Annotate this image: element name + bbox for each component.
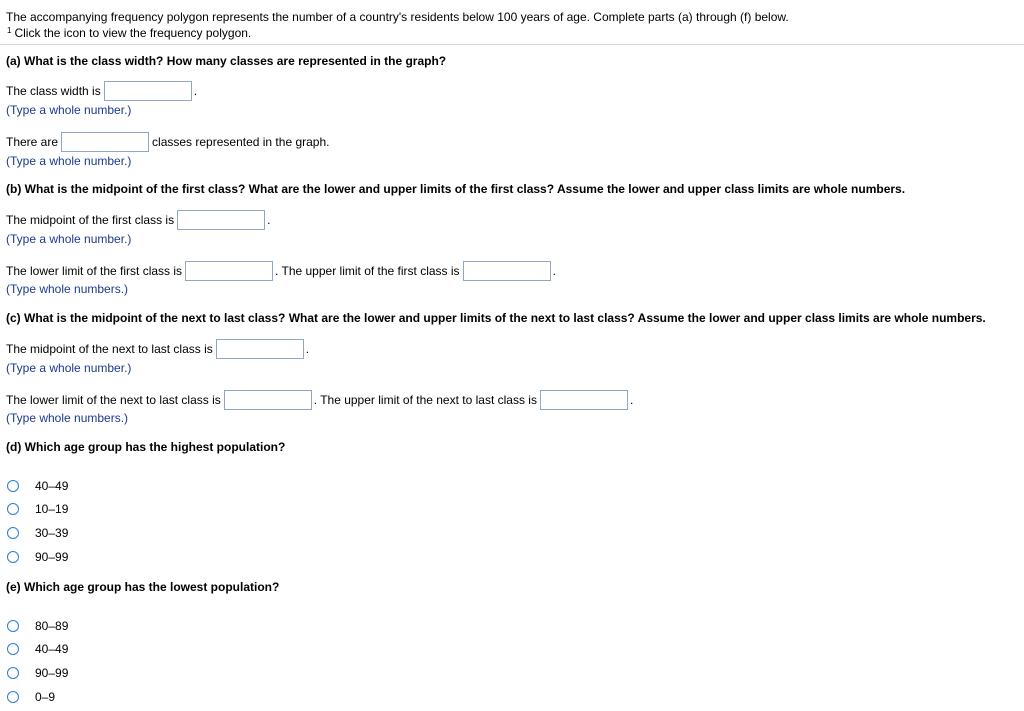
part-a-question: (a) What is the class width? How many classes are represented in the graph? <box>6 54 447 68</box>
part-c-q1-prefix: The midpoint of the next to last class is <box>6 342 213 356</box>
radio-button[interactable] <box>7 643 19 655</box>
option-label: 40–49 <box>35 642 69 656</box>
part-b-q2-middle: . The upper limit of the first class is <box>275 264 460 278</box>
option-label: 0–9 <box>35 690 56 704</box>
intro-line1: The accompanying frequency polygon represents the number of a country's residents below 100 years of age. Complete parts (a) through (f) below. <box>6 10 789 24</box>
part-b-q1-hint: (Type a whole number.) <box>6 232 132 246</box>
part-a-q1-suffix: . <box>193 84 198 98</box>
part-e-option[interactable] <box>7 619 68 633</box>
part-e-option[interactable] <box>7 666 68 680</box>
part-b-q2 <box>6 261 556 281</box>
part-b-q1 <box>6 210 270 230</box>
part-d-option[interactable] <box>7 502 68 516</box>
part-c-q2-middle: . The upper limit of the next to last class is <box>313 393 537 407</box>
part-b-q2-suffix: . <box>552 264 556 278</box>
option-label: 90–99 <box>35 666 69 680</box>
radio-button[interactable] <box>7 480 19 492</box>
radio-button[interactable] <box>7 667 19 679</box>
divider <box>0 44 1024 45</box>
part-d-option[interactable] <box>7 479 68 493</box>
intro <box>6 9 789 41</box>
intro-line2[interactable] <box>6 25 789 41</box>
intro-line2-text: Click the icon to view the frequency polygon. <box>14 26 252 40</box>
part-a-q1 <box>6 81 197 101</box>
radio-button[interactable] <box>7 527 19 539</box>
part-a-q2-prefix: There are <box>6 135 59 149</box>
next-last-lower-input[interactable] <box>224 390 312 410</box>
option-label: 30–39 <box>35 526 69 540</box>
option-label: 90–99 <box>35 550 69 564</box>
part-d-question: (d) Which age group has the highest population? <box>6 440 286 454</box>
footnote-icon[interactable]: 1 <box>7 26 12 35</box>
option-label: 10–19 <box>35 502 69 516</box>
part-e-question: (e) Which age group has the lowest population? <box>6 580 280 594</box>
part-c-question: (c) What is the midpoint of the next to last class? What are the lower and upper limits of the next to last class? Assume the lower and upper class limits are whole numbers. <box>6 311 986 325</box>
radio-button[interactable] <box>7 551 19 563</box>
part-a-q2-hint: (Type a whole number.) <box>6 154 132 168</box>
part-b-q2-hint: (Type whole numbers.) <box>6 282 129 296</box>
part-a-q1-prefix: The class width is <box>6 84 101 98</box>
part-a-q1-hint: (Type a whole number.) <box>6 103 132 117</box>
first-class-lower-input[interactable] <box>185 261 273 281</box>
radio-button[interactable] <box>7 503 19 515</box>
radio-button[interactable] <box>7 620 19 632</box>
part-a-q2 <box>6 132 329 152</box>
part-d-option[interactable] <box>7 550 68 564</box>
part-b-question: (b) What is the midpoint of the first class? What are the lower and upper limits of the first class? Assume the lower and upper class limits are whole numbers. <box>6 182 906 196</box>
part-c-q2-suffix: . <box>629 393 634 407</box>
first-class-midpoint-input[interactable] <box>177 210 265 230</box>
part-c-q2-prefix: The lower limit of the next to last class is <box>6 393 221 407</box>
part-c-q1 <box>6 339 309 359</box>
part-a-q2-suffix: classes represented in the graph. <box>152 135 330 149</box>
next-last-upper-input[interactable] <box>540 390 628 410</box>
part-e-option[interactable] <box>7 690 55 704</box>
part-b-q1-suffix: . <box>267 213 271 227</box>
option-label: 80–89 <box>35 619 69 633</box>
part-b-q1-prefix: The midpoint of the first class is <box>6 213 175 227</box>
part-b-q2-prefix: The lower limit of the first class is <box>6 264 183 278</box>
part-e-option[interactable] <box>7 642 68 656</box>
radio-button[interactable] <box>7 691 19 703</box>
next-last-midpoint-input[interactable] <box>216 339 304 359</box>
num-classes-input[interactable] <box>61 132 149 152</box>
first-class-upper-input[interactable] <box>463 261 551 281</box>
part-d-option[interactable] <box>7 526 68 540</box>
part-c-q1-hint: (Type a whole number.) <box>6 361 132 375</box>
part-c-q1-suffix: . <box>305 342 310 356</box>
part-c-q2-hint: (Type whole numbers.) <box>6 411 129 425</box>
option-label: 40–49 <box>35 479 69 493</box>
class-width-input[interactable] <box>104 81 192 101</box>
part-c-q2 <box>6 390 633 410</box>
